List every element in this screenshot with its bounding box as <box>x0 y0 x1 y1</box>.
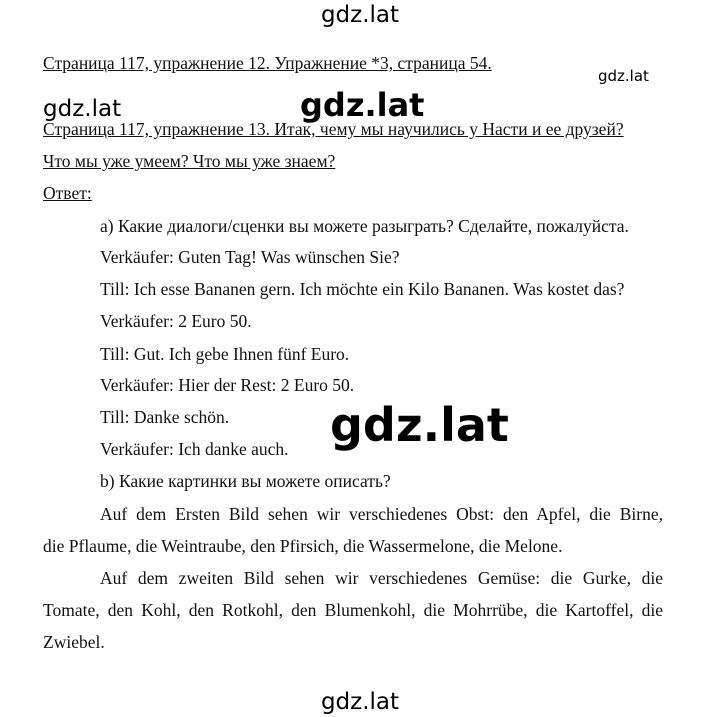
watermark-bottom: gdz.lat <box>320 689 400 715</box>
dialog-line: Verkäufer: Guten Tag! Was wünschen Sie? <box>100 247 400 267</box>
paragraph-vegetables-line2: Tomate, den Kohl, den Rotkohl, den Blumenkohl, die Mohrrübe, die Kartoffel, die <box>43 600 663 620</box>
watermark-center: gdz.lat <box>330 398 509 452</box>
dialog-line: Till: Danke schön. <box>100 407 230 427</box>
watermark-bold-mid: gdz.lat <box>300 86 425 124</box>
dialog-line: Verkäufer: 2 Euro 50. <box>100 311 252 331</box>
exercise-13-heading-line1: Страница 117, упражнение 13. Итак, чему мы научились у Насти и ее друзей? <box>43 119 624 139</box>
exercise-13-heading-line2: Что мы уже умеем? Что мы уже знаем? <box>43 151 336 171</box>
task-a-line: а) Какие диалоги/сценки вы можете разыграть? Сделайте, пожалуйста. <box>100 216 629 236</box>
dialog-line: Till: Gut. Ich gebe Ihnen fünf Euro. <box>100 344 350 364</box>
dialog-line: Verkäufer: Hier der Rest: 2 Euro 50. <box>100 375 355 395</box>
watermark-top: gdz.lat <box>320 2 400 28</box>
paragraph-fruit-line2: die Pflaume, die Weintraube, den Pfirsich, die Wassermelone, die Melone. <box>43 536 563 556</box>
paragraph-vegetables-line1: Auf dem zweiten Bild sehen wir verschiedenes Gemüse: die Gurke, die <box>100 568 663 588</box>
dialog-line: Verkäufer: Ich danke auch. <box>100 439 289 459</box>
paragraph-vegetables-line3: Zwiebel. <box>43 632 105 652</box>
exercise-12-heading: Страница 117, упражнение 12. Упражнение *3, страница 54. <box>43 53 492 73</box>
task-b-line: b) Какие картинки вы можете описать? <box>100 471 391 491</box>
watermark-left: gdz.lat <box>43 96 122 122</box>
watermark-small-right: gdz.lat <box>598 67 649 85</box>
answer-label: Ответ: <box>43 183 92 203</box>
paragraph-fruit-line1: Auf dem Ersten Bild sehen wir verschiedenes Obst: den Apfel, die Birne, <box>100 504 663 524</box>
dialog-line: Till: Ich esse Bananen gern. Ich möchte ein Kilo Bananen. Was kostet das? <box>100 279 625 299</box>
